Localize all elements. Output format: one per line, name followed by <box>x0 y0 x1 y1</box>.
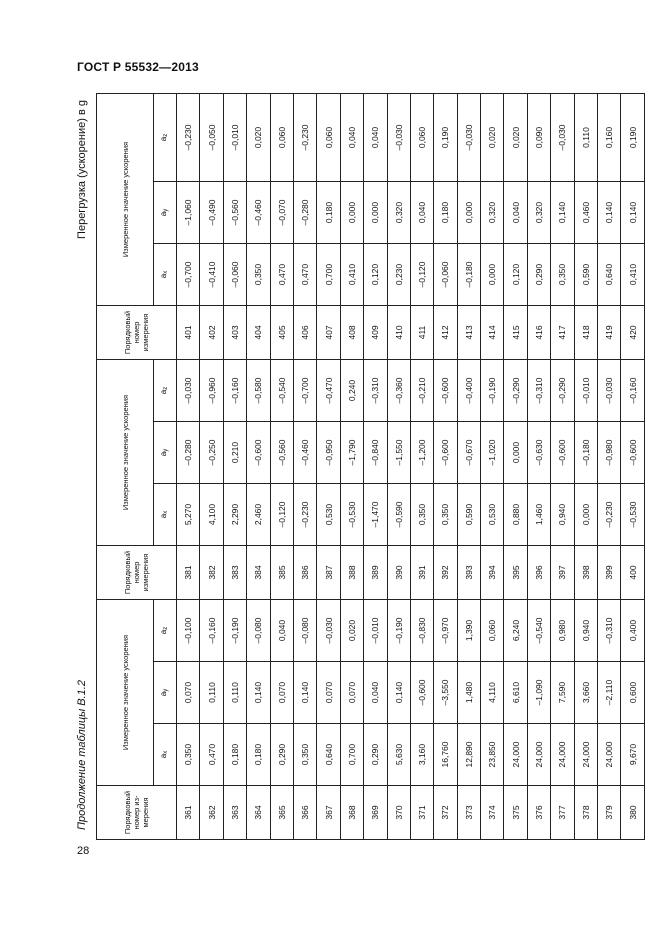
acceleration-value-cell: –0,050 <box>200 94 223 182</box>
acceleration-value-cell: –0,280 <box>293 182 316 244</box>
acceleration-value-cell: 0,640 <box>598 244 621 306</box>
acceleration-value-cell: 0,290 <box>364 724 387 786</box>
seq-number-header-1: Порядковый номер из-мерения <box>97 786 177 840</box>
ay-header: ay <box>154 182 177 244</box>
acceleration-value-cell: 16,760 <box>434 724 457 786</box>
acceleration-value-cell: –0,030 <box>177 360 200 422</box>
acceleration-value-cell: 0,060 <box>410 94 433 182</box>
acceleration-value-cell: 0,110 <box>200 662 223 724</box>
acceleration-value-cell: 0,190 <box>621 94 644 182</box>
acceleration-value-cell: –0,600 <box>247 422 270 484</box>
acceleration-value-cell: 0,180 <box>317 182 340 244</box>
table-row <box>364 94 387 840</box>
az-header: az <box>154 94 177 182</box>
az-header: az <box>154 600 177 662</box>
measurement-number-cell: 366 <box>293 786 316 840</box>
measurement-number-cell: 374 <box>481 786 504 840</box>
acceleration-value-cell: –0,160 <box>621 360 644 422</box>
measurement-number-cell: 386 <box>293 546 316 600</box>
acceleration-value-cell: 3,160 <box>410 724 433 786</box>
acceleration-value-cell: 4,110 <box>481 662 504 724</box>
acceleration-value-cell: 12,890 <box>457 724 480 786</box>
measurement-number-cell: 394 <box>481 546 504 600</box>
measurement-number-cell: 380 <box>621 786 644 840</box>
acceleration-value-cell: 0,140 <box>551 182 574 244</box>
acceleration-value-cell: –0,540 <box>527 600 550 662</box>
acceleration-value-cell: 0,000 <box>340 182 363 244</box>
acceleration-value-cell: –1,470 <box>364 484 387 546</box>
acceleration-value-cell: 0,350 <box>551 244 574 306</box>
measurement-number-cell: 418 <box>574 306 597 360</box>
acceleration-value-cell: 0,020 <box>481 94 504 182</box>
table-row <box>293 94 316 840</box>
acceleration-value-cell: 0,110 <box>574 94 597 182</box>
measurement-number-cell: 385 <box>270 546 293 600</box>
acceleration-value-cell: 0,350 <box>293 724 316 786</box>
acceleration-value-cell: 2,460 <box>247 484 270 546</box>
table-row <box>527 94 550 840</box>
measurement-number-cell: 388 <box>340 546 363 600</box>
measurement-number-cell: 373 <box>457 786 480 840</box>
acceleration-value-cell: 0,040 <box>340 94 363 182</box>
acceleration-value-cell: 0,640 <box>317 724 340 786</box>
acceleration-value-cell: 0,320 <box>527 182 550 244</box>
table-continuation-caption: Продолжение таблицы В.1.2 <box>76 680 88 830</box>
az-header: az <box>154 360 177 422</box>
acceleration-value-cell: –1,060 <box>177 182 200 244</box>
table-row <box>270 94 293 840</box>
measurement-number-cell: 413 <box>457 306 480 360</box>
measurement-number-cell: 382 <box>200 546 223 600</box>
ax-header: ax <box>154 724 177 786</box>
acceleration-value-cell: 0,530 <box>317 484 340 546</box>
acceleration-value-cell: –0,560 <box>270 422 293 484</box>
measurement-number-cell: 372 <box>434 786 457 840</box>
measurement-number-cell: 397 <box>551 546 574 600</box>
measurement-number-cell: 398 <box>574 546 597 600</box>
acceleration-value-cell: 0,040 <box>504 182 527 244</box>
acceleration-value-cell: –0,030 <box>598 360 621 422</box>
measurement-number-cell: 379 <box>598 786 621 840</box>
acceleration-value-cell: 7,590 <box>551 662 574 724</box>
acceleration-value-cell: –0,160 <box>200 600 223 662</box>
acceleration-value-cell: 0,040 <box>364 94 387 182</box>
measurement-number-cell: 365 <box>270 786 293 840</box>
measurement-number-cell: 381 <box>177 546 200 600</box>
acceleration-value-cell: –0,230 <box>598 484 621 546</box>
acceleration-value-cell: –0,290 <box>551 360 574 422</box>
acceleration-value-cell: –0,540 <box>270 360 293 422</box>
acceleration-value-cell: –1,790 <box>340 422 363 484</box>
acceleration-value-cell: 0,070 <box>270 662 293 724</box>
acceleration-value-cell: –0,830 <box>410 600 433 662</box>
acceleration-value-cell: –0,600 <box>551 422 574 484</box>
acceleration-value-cell: –0,230 <box>177 94 200 182</box>
acceleration-value-cell: –0,310 <box>364 360 387 422</box>
acceleration-value-cell: –0,600 <box>621 422 644 484</box>
table-body <box>177 94 645 840</box>
acceleration-value-cell: –0,840 <box>364 422 387 484</box>
measurement-number-cell: 392 <box>434 546 457 600</box>
acceleration-value-cell: –0,600 <box>434 422 457 484</box>
measurement-number-cell: 370 <box>387 786 410 840</box>
acceleration-value-cell: 0,000 <box>574 484 597 546</box>
acceleration-value-cell: –0,210 <box>410 360 433 422</box>
measurement-number-cell: 415 <box>504 306 527 360</box>
table-row <box>317 94 340 840</box>
acceleration-value-cell: –2,110 <box>598 662 621 724</box>
acceleration-value-cell: 0,530 <box>481 484 504 546</box>
acceleration-value-cell: 0,350 <box>177 724 200 786</box>
acceleration-value-cell: 0,140 <box>621 182 644 244</box>
acceleration-value-cell: 0,090 <box>527 94 550 182</box>
acceleration-value-cell: –0,010 <box>574 360 597 422</box>
table-row <box>481 94 504 840</box>
acceleration-value-cell: –0,290 <box>504 360 527 422</box>
acceleration-value-cell: 0,350 <box>434 484 457 546</box>
acceleration-value-cell: –0,030 <box>387 94 410 182</box>
acceleration-value-cell: –0,590 <box>387 484 410 546</box>
measurement-number-cell: 400 <box>621 546 644 600</box>
acceleration-value-cell: 0,040 <box>270 600 293 662</box>
measurement-number-cell: 391 <box>410 546 433 600</box>
acceleration-value-cell: 0,000 <box>504 422 527 484</box>
acceleration-value-cell: 0,000 <box>364 182 387 244</box>
measurement-number-cell: 384 <box>247 546 270 600</box>
acceleration-value-cell: –0,460 <box>247 182 270 244</box>
acceleration-value-cell: –0,360 <box>387 360 410 422</box>
acceleration-value-cell: –0,410 <box>200 244 223 306</box>
acceleration-value-cell: –0,180 <box>574 422 597 484</box>
measurement-number-cell: 417 <box>551 306 574 360</box>
acceleration-value-cell: 0,240 <box>340 360 363 422</box>
acceleration-value-cell: –0,560 <box>223 182 246 244</box>
measurement-number-cell: 368 <box>340 786 363 840</box>
acceleration-value-cell: 0,180 <box>223 724 246 786</box>
acceleration-value-cell: –0,030 <box>551 94 574 182</box>
ay-header: ay <box>154 422 177 484</box>
acceleration-value-cell: 0,880 <box>504 484 527 546</box>
acceleration-value-cell: 0,140 <box>387 662 410 724</box>
acceleration-value-cell: 0,470 <box>200 724 223 786</box>
acceleration-value-cell: –0,980 <box>598 422 621 484</box>
acceleration-value-cell: 0,140 <box>598 182 621 244</box>
acceleration-value-cell: 0,110 <box>223 662 246 724</box>
acceleration-value-cell: –0,400 <box>457 360 480 422</box>
acceleration-value-cell: –0,190 <box>223 600 246 662</box>
table-row <box>574 94 597 840</box>
acceleration-value-cell: 1,390 <box>457 600 480 662</box>
acceleration-value-cell: 0,140 <box>247 662 270 724</box>
acceleration-value-cell: 0,470 <box>270 244 293 306</box>
acceleration-value-cell: 0,120 <box>364 244 387 306</box>
measurement-number-cell: 410 <box>387 306 410 360</box>
acceleration-value-cell: –0,950 <box>317 422 340 484</box>
acceleration-value-cell: –0,080 <box>293 600 316 662</box>
acceleration-value-cell: 24,000 <box>504 724 527 786</box>
acceleration-value-cell: –0,190 <box>481 360 504 422</box>
units-caption: Перегрузка (ускорение) в g <box>76 100 88 239</box>
measurement-number-cell: 408 <box>340 306 363 360</box>
acceleration-value-cell: 3,660 <box>574 662 597 724</box>
acceleration-value-cell: –0,470 <box>317 360 340 422</box>
acceleration-value-cell: 23,850 <box>481 724 504 786</box>
acceleration-value-cell: 24,000 <box>574 724 597 786</box>
measured-value-header-1: Измеренное значение ускорения <box>97 600 154 786</box>
measurement-number-cell: 414 <box>481 306 504 360</box>
measurement-number-cell: 390 <box>387 546 410 600</box>
acceleration-value-cell: –0,250 <box>200 422 223 484</box>
table-row <box>504 94 527 840</box>
acceleration-value-cell: –0,960 <box>200 360 223 422</box>
acceleration-value-cell: 0,040 <box>410 182 433 244</box>
measurement-number-cell: 371 <box>410 786 433 840</box>
acceleration-value-cell: –0,580 <box>247 360 270 422</box>
measurement-number-cell: 399 <box>598 546 621 600</box>
acceleration-value-cell: 0,040 <box>364 662 387 724</box>
ax-header: ax <box>154 484 177 546</box>
acceleration-value-cell: –0,700 <box>177 244 200 306</box>
measurement-number-cell: 376 <box>527 786 550 840</box>
measurement-number-cell: 377 <box>551 786 574 840</box>
acceleration-value-cell: –0,180 <box>457 244 480 306</box>
seq-number-header-3: Порядковый номер измерения <box>97 306 177 360</box>
acceleration-value-cell: 1,480 <box>457 662 480 724</box>
acceleration-value-cell: 0,190 <box>434 94 457 182</box>
measurement-number-cell: 387 <box>317 546 340 600</box>
acceleration-value-cell: 0,060 <box>270 94 293 182</box>
acceleration-value-cell: 24,000 <box>598 724 621 786</box>
acceleration-value-cell: 0,350 <box>247 244 270 306</box>
measurement-number-cell: 383 <box>223 546 246 600</box>
measurement-number-cell: 375 <box>504 786 527 840</box>
acceleration-value-cell: 0,940 <box>551 484 574 546</box>
page-number: 28 <box>77 845 90 857</box>
table-row <box>551 94 574 840</box>
measurement-number-cell: 403 <box>223 306 246 360</box>
acceleration-value-cell: 0,410 <box>621 244 644 306</box>
seq-number-header-2: Порядковый номер измерения <box>97 546 177 600</box>
acceleration-value-cell: 0,350 <box>410 484 433 546</box>
measurement-number-cell: 406 <box>293 306 316 360</box>
table-row <box>410 94 433 840</box>
acceleration-value-cell: –0,230 <box>293 484 316 546</box>
ax-header: ax <box>154 244 177 306</box>
acceleration-value-cell: 0,700 <box>340 724 363 786</box>
acceleration-value-cell: –0,630 <box>527 422 550 484</box>
acceleration-value-cell: –0,060 <box>223 244 246 306</box>
measurement-number-cell: 419 <box>598 306 621 360</box>
acceleration-value-cell: 5,270 <box>177 484 200 546</box>
acceleration-value-cell: –0,160 <box>223 360 246 422</box>
acceleration-value-cell: 0,320 <box>387 182 410 244</box>
acceleration-value-cell: –0,600 <box>434 360 457 422</box>
acceleration-value-cell: 24,000 <box>551 724 574 786</box>
table-row <box>200 94 223 840</box>
acceleration-value-cell: –1,090 <box>527 662 550 724</box>
acceleration-value-cell: –0,670 <box>457 422 480 484</box>
acceleration-value-cell: 0,230 <box>387 244 410 306</box>
acceleration-table <box>96 93 645 840</box>
acceleration-value-cell: –0,490 <box>200 182 223 244</box>
table-row <box>247 94 270 840</box>
acceleration-value-cell: 0,400 <box>621 600 644 662</box>
acceleration-value-cell: 1,460 <box>527 484 550 546</box>
acceleration-value-cell: –0,120 <box>270 484 293 546</box>
acceleration-value-cell: –0,970 <box>434 600 457 662</box>
acceleration-value-cell: 0,590 <box>457 484 480 546</box>
acceleration-value-cell: –0,280 <box>177 422 200 484</box>
acceleration-value-cell: 6,240 <box>504 600 527 662</box>
acceleration-value-cell: 0,590 <box>574 244 597 306</box>
acceleration-value-cell: 0,180 <box>434 182 457 244</box>
document-header: ГОСТ Р 55532—2013 <box>77 60 199 74</box>
acceleration-value-cell: –0,120 <box>410 244 433 306</box>
acceleration-value-cell: –0,030 <box>457 94 480 182</box>
table-row <box>598 94 621 840</box>
acceleration-value-cell: 0,070 <box>177 662 200 724</box>
measurement-number-cell: 362 <box>200 786 223 840</box>
acceleration-value-cell: 0,470 <box>293 244 316 306</box>
measurement-number-cell: 363 <box>223 786 246 840</box>
acceleration-value-cell: –0,100 <box>177 600 200 662</box>
acceleration-value-cell: –1,020 <box>481 422 504 484</box>
acceleration-value-cell: 0,120 <box>504 244 527 306</box>
acceleration-value-cell: 4,100 <box>200 484 223 546</box>
acceleration-value-cell: –0,230 <box>293 94 316 182</box>
table-row <box>387 94 410 840</box>
acceleration-value-cell: 0,020 <box>340 600 363 662</box>
measurement-number-cell: 409 <box>364 306 387 360</box>
measurement-number-cell: 364 <box>247 786 270 840</box>
acceleration-value-cell: –0,070 <box>270 182 293 244</box>
acceleration-value-cell: 0,020 <box>504 94 527 182</box>
acceleration-value-cell: –0,310 <box>527 360 550 422</box>
measurement-number-cell: 378 <box>574 786 597 840</box>
table-row <box>434 94 457 840</box>
acceleration-value-cell: –0,190 <box>387 600 410 662</box>
acceleration-value-cell: 0,020 <box>247 94 270 182</box>
acceleration-value-cell: –0,600 <box>410 662 433 724</box>
measurement-number-cell: 395 <box>504 546 527 600</box>
measurement-number-cell: 402 <box>200 306 223 360</box>
acceleration-value-cell: 0,070 <box>317 662 340 724</box>
table-row <box>340 94 363 840</box>
acceleration-value-cell: 0,140 <box>293 662 316 724</box>
table-row <box>223 94 246 840</box>
measurement-number-cell: 420 <box>621 306 644 360</box>
acceleration-value-cell: –0,060 <box>434 244 457 306</box>
rotated-table-area <box>76 90 638 840</box>
measured-value-header-3: Измеренное значение ускорения <box>97 94 154 306</box>
acceleration-value-cell: 0,180 <box>247 724 270 786</box>
acceleration-value-cell: 0,600 <box>621 662 644 724</box>
acceleration-value-cell: –0,080 <box>247 600 270 662</box>
measurement-number-cell: 389 <box>364 546 387 600</box>
acceleration-value-cell: 0,000 <box>481 244 504 306</box>
acceleration-value-cell: 0,460 <box>574 182 597 244</box>
acceleration-value-cell: 0,290 <box>270 724 293 786</box>
measurement-number-cell: 396 <box>527 546 550 600</box>
acceleration-value-cell: 0,210 <box>223 422 246 484</box>
measurement-number-cell: 412 <box>434 306 457 360</box>
measurement-number-cell: 416 <box>527 306 550 360</box>
measurement-number-cell: 369 <box>364 786 387 840</box>
acceleration-value-cell: –0,010 <box>223 94 246 182</box>
acceleration-value-cell: 2,290 <box>223 484 246 546</box>
acceleration-value-cell: 0,060 <box>317 94 340 182</box>
acceleration-value-cell: –3,550 <box>434 662 457 724</box>
acceleration-value-cell: 0,940 <box>574 600 597 662</box>
measurement-number-cell: 401 <box>177 306 200 360</box>
acceleration-value-cell: –0,010 <box>364 600 387 662</box>
measurement-number-cell: 411 <box>410 306 433 360</box>
measurement-number-cell: 405 <box>270 306 293 360</box>
acceleration-value-cell: 0,290 <box>527 244 550 306</box>
table-row <box>177 94 200 840</box>
table-row <box>457 94 480 840</box>
acceleration-value-cell: –0,310 <box>598 600 621 662</box>
acceleration-value-cell: 0,000 <box>457 182 480 244</box>
ay-header: ay <box>154 662 177 724</box>
acceleration-value-cell: –0,700 <box>293 360 316 422</box>
acceleration-value-cell: 0,980 <box>551 600 574 662</box>
acceleration-value-cell: 24,000 <box>527 724 550 786</box>
acceleration-value-cell: 0,070 <box>340 662 363 724</box>
measurement-number-cell: 367 <box>317 786 340 840</box>
measurement-number-cell: 361 <box>177 786 200 840</box>
acceleration-value-cell: 0,160 <box>598 94 621 182</box>
acceleration-value-cell: –1,200 <box>410 422 433 484</box>
acceleration-value-cell: –0,460 <box>293 422 316 484</box>
acceleration-value-cell: –0,530 <box>340 484 363 546</box>
measurement-number-cell: 407 <box>317 306 340 360</box>
measurement-number-cell: 393 <box>457 546 480 600</box>
acceleration-value-cell: 0,700 <box>317 244 340 306</box>
table-row <box>621 94 644 840</box>
acceleration-value-cell: 9,670 <box>621 724 644 786</box>
acceleration-value-cell: –0,030 <box>317 600 340 662</box>
acceleration-value-cell: –0,530 <box>621 484 644 546</box>
acceleration-value-cell: –1,550 <box>387 422 410 484</box>
acceleration-value-cell: 0,320 <box>481 182 504 244</box>
acceleration-value-cell: 6,610 <box>504 662 527 724</box>
acceleration-value-cell: 5,630 <box>387 724 410 786</box>
acceleration-value-cell: 0,060 <box>481 600 504 662</box>
measured-value-header-2: Измеренное значение ускорения <box>97 360 154 546</box>
acceleration-value-cell: 0,410 <box>340 244 363 306</box>
measurement-number-cell: 404 <box>247 306 270 360</box>
